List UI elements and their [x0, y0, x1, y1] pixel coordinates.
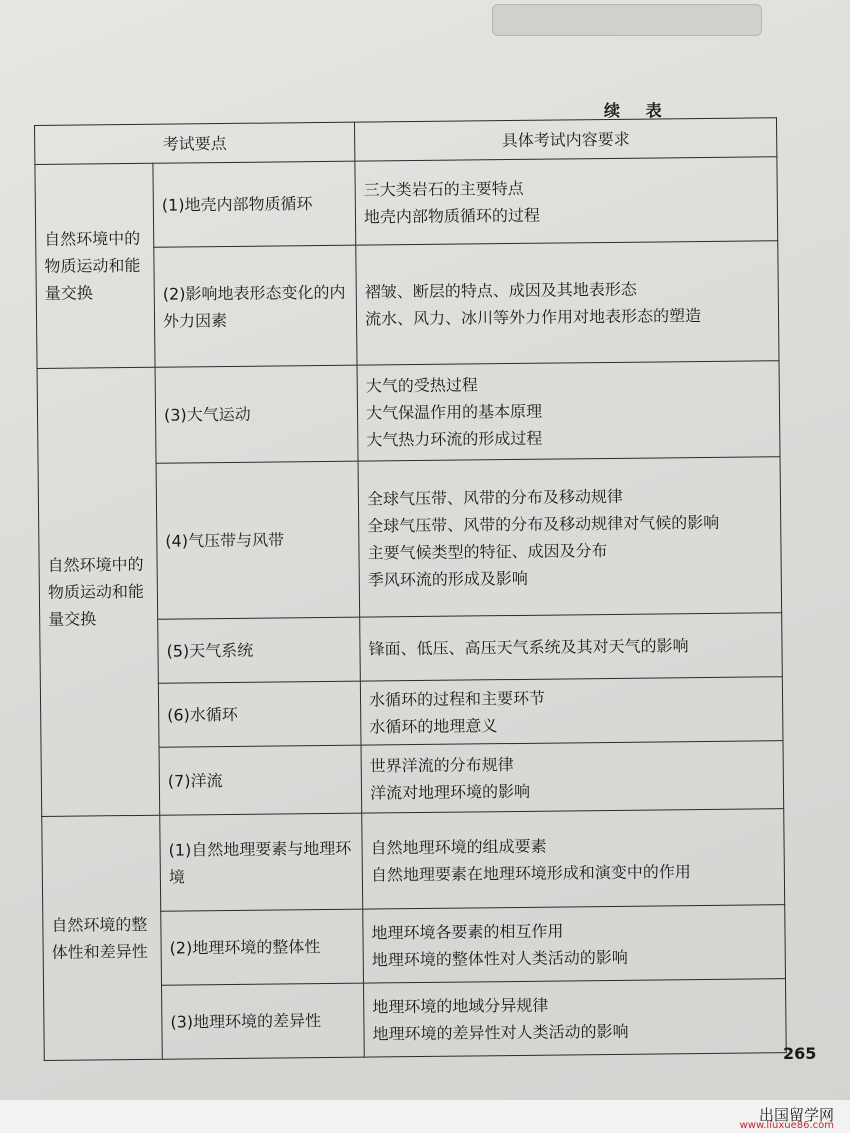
requirement-line: 流水、风力、冰川等外力作用对地表形态的塑造 [364, 305, 702, 329]
requirement-line: 褶皱、断层的特点、成因及其地表形态 [364, 279, 637, 302]
requirement-line: 水循环的地理意义 [369, 715, 498, 737]
requirement-line: 水循环的过程和主要环节 [368, 688, 546, 710]
requirement-line: 地理环境的整体性对人类活动的影响 [371, 947, 628, 970]
table-row [37, 361, 780, 465]
requirement-line: 地壳内部物质循环的过程 [363, 205, 541, 227]
column-header-exam-point: 考试要点 [35, 122, 355, 164]
requirement-cell [355, 157, 778, 245]
requirement-line: 锋面、低压、高压天气系统及其对天气的影响 [368, 636, 689, 659]
requirement-line: 全球气压带、风带的分布及移动规律 [366, 486, 624, 509]
requirement-line: 地理环境的差异性对人类活动的影响 [372, 1021, 629, 1044]
table-row [35, 157, 778, 249]
requirement-line: 地理环境各要素的相互作用 [371, 920, 564, 943]
exam-point: (3)大气运动 [155, 365, 358, 463]
group-label: 自然环境的整体性和差异性 [42, 815, 163, 1060]
continued-table-label: 续 表 [604, 101, 672, 120]
table-row [42, 809, 785, 913]
requirement-cell [361, 741, 784, 813]
requirement-line: 全球气压带、风带的分布及移动规律对气候的影响 [367, 512, 720, 536]
exam-point: (1)自然地理要素与地理环境 [160, 813, 363, 911]
requirement-cell [358, 457, 782, 617]
requirement-line: 自然地理要素在地理环境形成和演变中的作用 [370, 861, 691, 885]
exam-point: (3)地理环境的差异性 [162, 983, 365, 1059]
exam-point: (4)气压带与风带 [156, 461, 360, 619]
requirement-line: 大气的受热过程 [365, 375, 478, 396]
exam-point: (7)洋流 [159, 745, 362, 815]
exam-point: (2)地理环境的整体性 [161, 909, 364, 985]
column-header-content-requirement: 具体考试内容要求 [355, 118, 777, 161]
requirement-cell [364, 979, 787, 1057]
exam-point: (6)水循环 [158, 681, 361, 747]
requirement-line: 世界洋流的分布规律 [369, 754, 514, 776]
top-tab-decoration [492, 4, 762, 36]
footer-site-url: www.liuxue86.com [739, 1120, 834, 1131]
requirement-line: 三大类岩石的主要特点 [363, 178, 524, 200]
requirement-line: 自然地理环境的组成要素 [370, 836, 547, 858]
exam-requirements-table [34, 117, 787, 1061]
requirement-line: 大气保温作用的基本原理 [365, 401, 543, 423]
exam-point: (5)天气系统 [158, 617, 361, 683]
requirement-cell [363, 905, 786, 983]
exam-point: (1)地壳内部物质循环 [153, 161, 356, 247]
exam-point: (2)影响地表形态变化的内外力因素 [154, 245, 357, 367]
requirement-line: 主要气候类型的特征、成因及分布 [367, 540, 608, 563]
footer-site-name: 出国留学网 [758, 1106, 834, 1124]
requirement-cell [360, 613, 783, 681]
requirement-line: 洋流对地理环境的影响 [369, 781, 531, 803]
requirement-line: 地理环境的地域分异规律 [372, 995, 549, 1017]
group-label: 自然环境中的物质运动和能量交换 [35, 163, 155, 368]
requirement-line: 季风环流的形成及影响 [367, 568, 528, 590]
requirement-cell [357, 361, 780, 461]
footer-band [0, 1100, 850, 1133]
requirement-cell [356, 241, 779, 365]
page-number: 265 [783, 1044, 817, 1063]
requirement-cell [362, 809, 785, 909]
requirement-line: 大气热力环流的形成过程 [366, 428, 543, 450]
group-label: 自然环境中的物质运动和能量交换 [37, 367, 160, 816]
requirement-cell [360, 677, 783, 745]
